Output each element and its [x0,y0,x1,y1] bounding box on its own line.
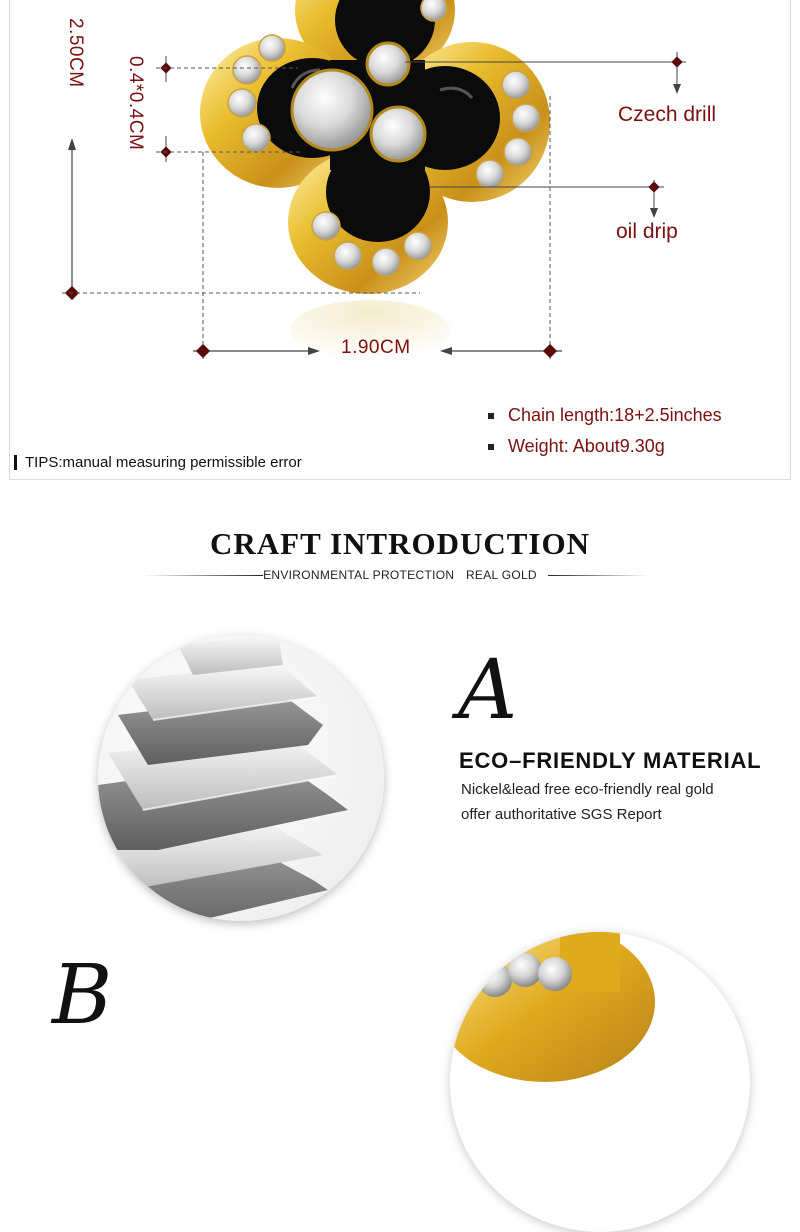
four-leaf-pendant-image [200,0,550,294]
bullet-icon [488,444,494,450]
oil-drip-callout: oil drip [616,220,678,243]
feature-letter-a: A [458,643,518,738]
width-dimension-label: 1.90CM [341,337,411,358]
tips-bar-icon [14,455,17,470]
bullet-icon [488,413,494,419]
subtitle-real-gold: REAL GOLD [465,568,537,582]
gold-pendant-closeup-drawing [450,932,750,1232]
silver-ingots-drawing [98,635,384,921]
silver-ingots-image [98,635,384,921]
section-title: CRAFT INTRODUCTION [210,526,590,561]
feature-a-line1: Nickel&lead free eco-friendly real gold [461,781,714,798]
feature-a-title: ECO–FRIENDLY MATERIAL [459,748,762,773]
chain-length-row [488,405,722,426]
subtitle-environmental: ENVIRONMENTAL PROTECTION [263,568,455,582]
weight-text: Weight: About9.30g [508,436,665,456]
gold-pendant-closeup-image [450,932,750,1232]
tips-note [14,454,302,471]
feature-a-line2: offer authoritative SGS Report [461,806,662,823]
chain-length-text: Chain length:18+2.5inches [508,405,722,425]
czech-drill-callout: Czech drill [618,103,717,126]
section-subtitle [0,568,800,582]
tips-text: TIPS:manual measuring permissible error [25,454,302,471]
weight-row [488,436,665,457]
stone-size-label: 0.4*0.4CM [125,56,146,151]
feature-letter-b: B [52,948,113,1043]
height-dimension-label: 2.50CM [65,18,86,88]
